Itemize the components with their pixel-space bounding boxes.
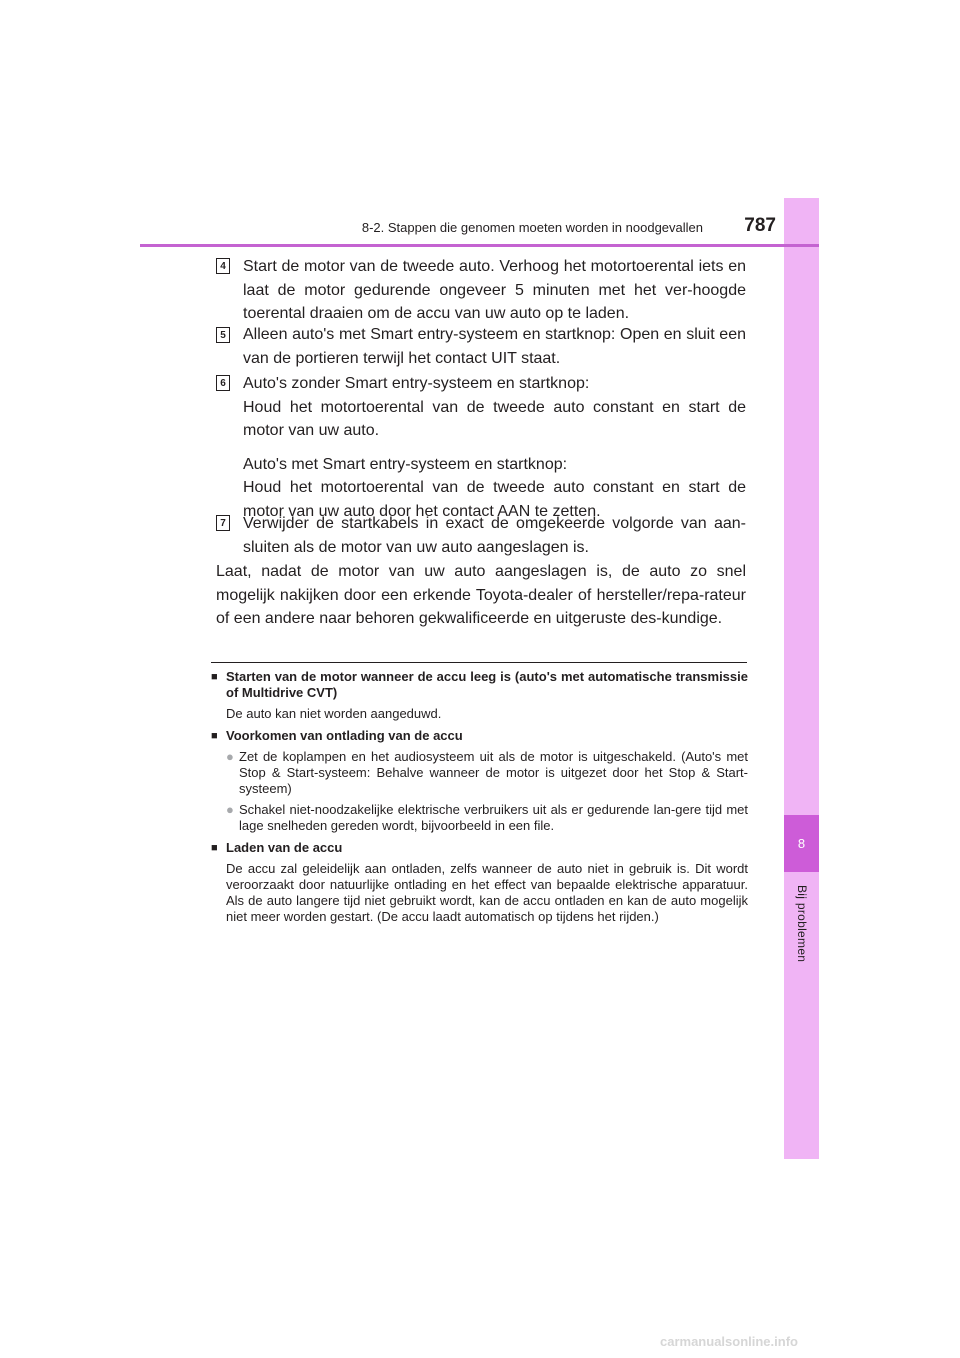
step-7-badge: 7 — [216, 515, 230, 531]
step-7-text — [243, 512, 746, 559]
dot-bullet-icon: ● — [226, 749, 234, 764]
list-item-text: Schakel niet-noodzakelijke elektrische verbruikers uit als er gedurende lan-gere tijd met lage snelheden gereden wordt, bijvoorbeeld in een file. — [239, 802, 748, 833]
step-6-condition-1: Auto's zonder Smart entry-systeem en startknop: — [243, 375, 590, 392]
step-5-paragraph: Alleen auto's met Smart entry-systeem en startknop: Open en sluit een van de portieren terwijl het contact UIT staat. — [243, 326, 746, 367]
notes-divider — [211, 662, 747, 663]
step-4-text — [243, 255, 746, 326]
closing-paragraph: Laat, nadat de motor van uw auto aangeslagen is, de auto zo snel mogelijk nakijken door een erkende Toyota-dealer of hersteller/repa-rateur of een andere naar behoren gekwalificeerde en uitgeruste des-kundige. — [216, 563, 746, 627]
watermark: carmanualsonline.info — [660, 1334, 798, 1349]
note-heading-prevent-discharge — [211, 728, 748, 744]
step-6-instruction-2: Houd het motortoerental van de tweede auto constant en start de motor van uw auto door het contact AAN te zetten. — [243, 479, 746, 520]
chapter-side-tab — [784, 198, 819, 1159]
step-6-text — [243, 372, 746, 523]
note-heading-charging — [211, 840, 748, 856]
page-number: 787 — [744, 215, 776, 236]
note-body: De auto kan niet worden aangeduwd. — [226, 706, 442, 721]
step-5-text — [243, 323, 746, 370]
list-item — [226, 802, 748, 834]
note-heading-text: Voorkomen van ontlading van de accu — [226, 728, 463, 743]
square-bullet-icon: ■ — [211, 730, 218, 742]
note-heading-starting — [211, 669, 748, 701]
chapter-label: Bij problemen — [795, 885, 809, 963]
list-item — [226, 749, 748, 797]
step-6-instruction-1: Houd het motortoerental van de tweede auto constant en start de motor van uw auto. — [243, 398, 746, 439]
note-body: De accu zal geleidelijk aan ontladen, zelfs wanneer de auto niet in gebruik is. Dit wordt veroorzaakt door natuurlijke ontlading en het effect van bepaalde elektrische apparatuur. Als de auto langere tijd niet gebruikt wordt, kan de accu ontladen en kan de auto mogelijk niet meer worden gestart. (De accu laadt automatisch op tijdens het rijden.) — [226, 861, 748, 924]
step-6-condition-2: Auto's met Smart entry-systeem en startknop: — [243, 455, 568, 473]
step-7-paragraph: Verwijder de startkabels in exact de omgekeerde volgorde van aan-sluiten als de motor van uw auto aangeslagen is. — [243, 515, 746, 556]
section-title: 8-2. Stappen die genomen moeten worden in noodgevallen — [361, 220, 703, 235]
step-6-badge: 6 — [216, 375, 230, 391]
list-item-text: Zet de koplampen en het audiosysteem uit als de motor is uitgeschakeld. (Auto's met Stop & Start-systeem: Behalve wanneer de motor is uitgezet door het Stop & Start-systeem) — [239, 749, 748, 796]
note-heading-text: Laden van de accu — [226, 840, 343, 855]
step-4-paragraph: Start de motor van de tweede auto. Verhoog het motortoerental iets en laat de motor gedurende ongeveer 5 minuten met het ver-hoogde toerental draaien om de accu van uw auto op te laden. — [243, 258, 746, 322]
step-6-paragraph-1 — [243, 372, 746, 443]
square-bullet-icon: ■ — [211, 842, 218, 854]
header-rule — [140, 244, 819, 247]
dot-bullet-icon: ● — [226, 802, 234, 817]
square-bullet-icon: ■ — [211, 671, 218, 683]
note-heading-text: Starten van de motor wanneer de accu leeg is (auto's met automatische transmissie of Multidrive CVT) — [226, 669, 748, 700]
step-5-badge: 5 — [216, 327, 230, 343]
step-4-badge: 4 — [216, 258, 230, 274]
notes-section — [211, 669, 748, 925]
chapter-number-tab[interactable]: 8 — [784, 815, 819, 872]
